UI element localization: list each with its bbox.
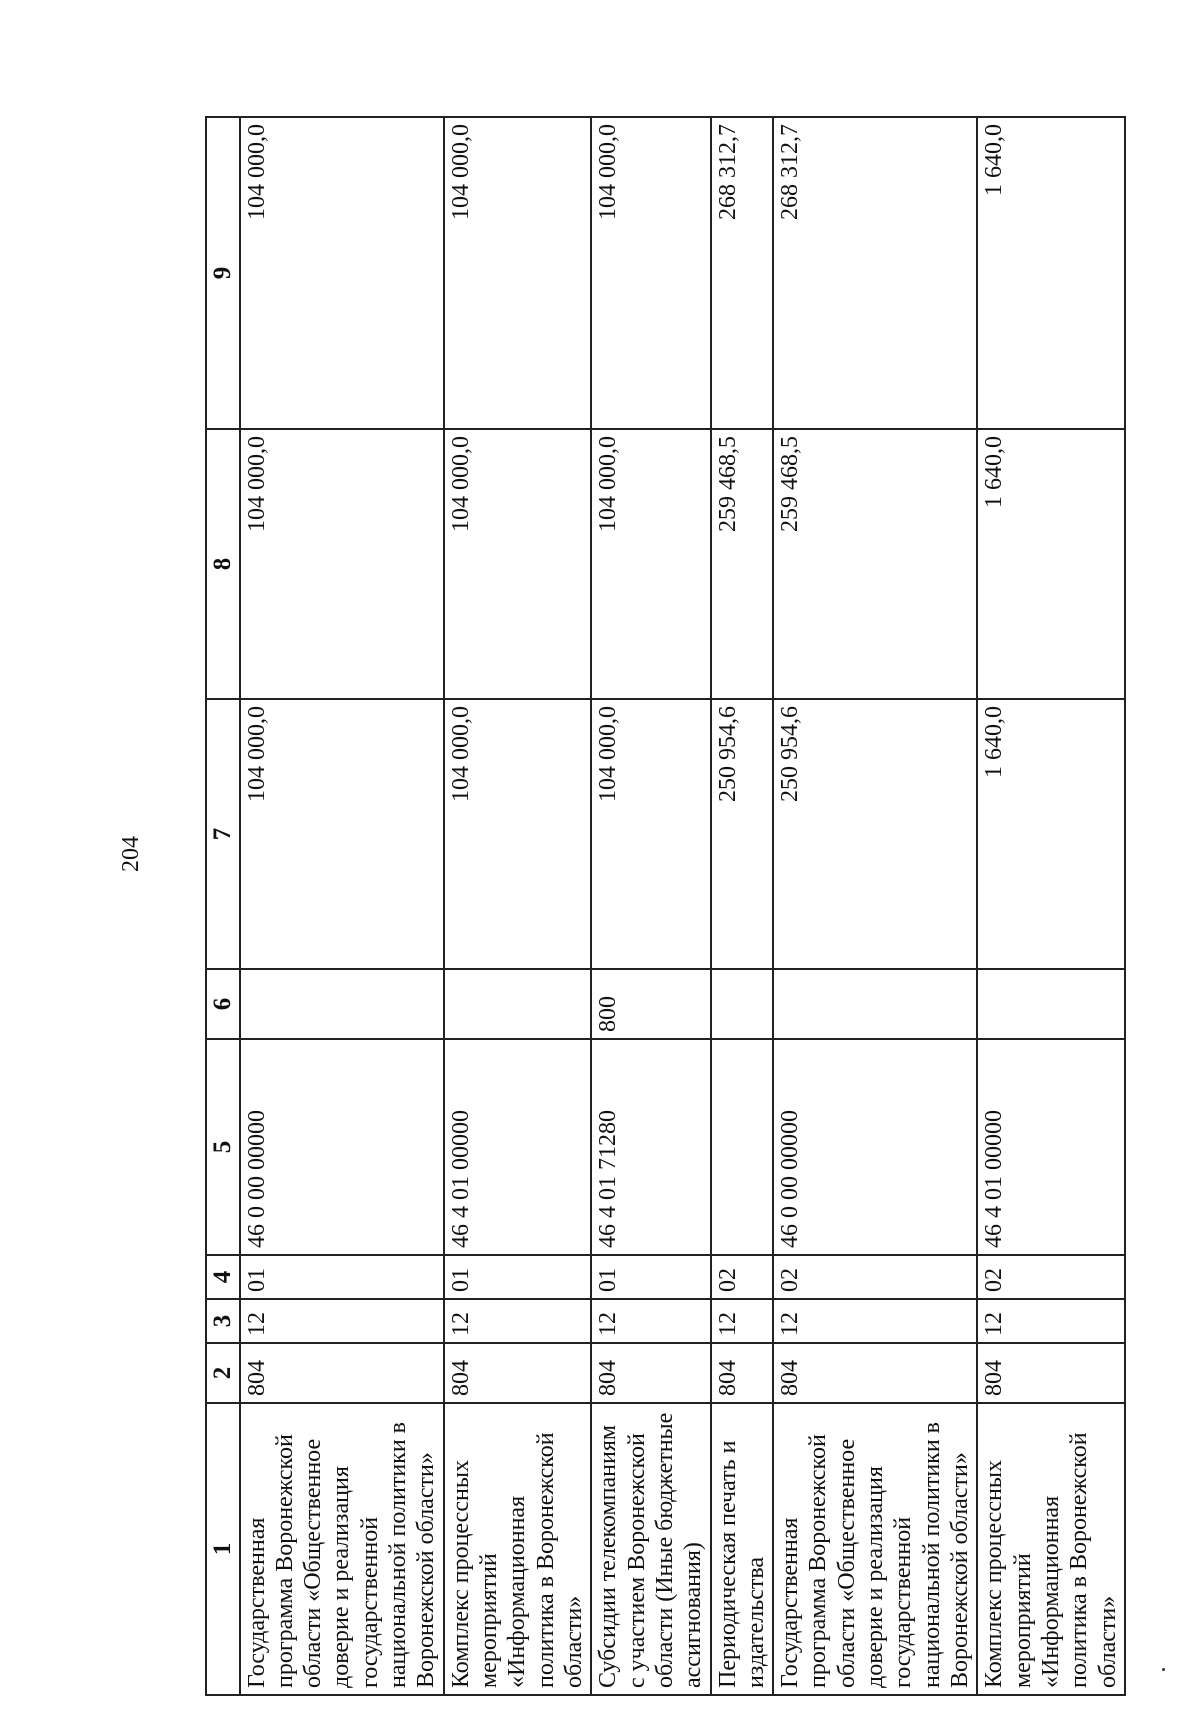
cell-admin-code: 804 <box>240 1343 444 1403</box>
cell-admin-code: 804 <box>591 1343 710 1403</box>
cell-amount-col7: 250 954,6 <box>711 699 774 969</box>
cell-section: 12 <box>977 1299 1125 1343</box>
cell-amount-col9: 104 000,0 <box>240 117 444 429</box>
cell-target-article: 46 4 01 00000 <box>444 1039 592 1255</box>
table-row <box>591 117 710 1695</box>
cell-expense-type <box>240 969 444 1039</box>
cell-amount-col7: 1 640,0 <box>977 699 1125 969</box>
row-name: Государственная программа Воронежской области «Общественное доверие и реализация государственной национальной политики в Воронежской области» <box>240 1403 444 1695</box>
header-col-9: 9 <box>206 117 240 429</box>
row-name: Государственная программа Воронежской области «Общественное доверие и реализация государственной национальной политики в Воронежской области» <box>773 1403 977 1695</box>
table-row <box>977 117 1125 1695</box>
cell-section: 12 <box>711 1299 774 1343</box>
cell-section: 12 <box>773 1299 977 1343</box>
cell-amount-col9: 268 312,7 <box>711 117 774 429</box>
cell-expense-type <box>977 969 1125 1039</box>
cell-amount-col8: 104 000,0 <box>591 429 710 699</box>
budget-table <box>205 116 1126 1696</box>
cell-subsection: 01 <box>444 1255 592 1299</box>
cell-expense-type: 800 <box>591 969 710 1039</box>
cell-target-article: 46 4 01 00000 <box>977 1039 1125 1255</box>
table-row <box>711 117 774 1695</box>
cell-amount-col8: 104 000,0 <box>444 429 592 699</box>
row-name: Периодическая печать и издательства <box>711 1403 774 1695</box>
cell-expense-type <box>444 969 592 1039</box>
header-col-1: 1 <box>206 1403 240 1695</box>
cell-amount-col7: 250 954,6 <box>773 699 977 969</box>
header-col-8: 8 <box>206 429 240 699</box>
cell-section: 12 <box>240 1299 444 1343</box>
cell-admin-code: 804 <box>711 1343 774 1403</box>
cell-amount-col7: 104 000,0 <box>240 699 444 969</box>
cell-expense-type <box>773 969 977 1039</box>
header-row <box>206 117 240 1695</box>
row-name: Субсидии телекомпаниям с участием Воронежской области (Иные бюджетные ассигнования) <box>591 1403 710 1695</box>
cell-amount-col8: 1 640,0 <box>977 429 1125 699</box>
cell-amount-col8: 259 468,5 <box>711 429 774 699</box>
header-col-7: 7 <box>206 699 240 969</box>
cell-subsection: 01 <box>240 1255 444 1299</box>
cell-amount-col8: 259 468,5 <box>773 429 977 699</box>
cell-admin-code: 804 <box>444 1343 592 1403</box>
cell-admin-code: 804 <box>977 1343 1125 1403</box>
row-name: Комплекс процессных мероприятий «Информационная политика в Воронежской области» <box>977 1403 1125 1695</box>
cell-amount-col9: 104 000,0 <box>444 117 592 429</box>
cell-target-article <box>711 1039 774 1255</box>
table-row <box>444 117 592 1695</box>
budget-table-container <box>205 118 1121 1696</box>
cell-amount-col9: 104 000,0 <box>591 117 710 429</box>
cell-amount-col7: 104 000,0 <box>591 699 710 969</box>
cell-admin-code: 804 <box>773 1343 977 1403</box>
cell-subsection: 02 <box>711 1255 774 1299</box>
cell-section: 12 <box>444 1299 592 1343</box>
cell-target-article: 46 4 01 71280 <box>591 1039 710 1255</box>
cell-target-article: 46 0 00 00000 <box>240 1039 444 1255</box>
cell-subsection: 01 <box>591 1255 710 1299</box>
header-col-6: 6 <box>206 969 240 1039</box>
cell-subsection: 02 <box>773 1255 977 1299</box>
table-row <box>240 117 444 1695</box>
cell-expense-type <box>711 969 774 1039</box>
cell-target-article: 46 0 00 00000 <box>773 1039 977 1255</box>
scan-speck <box>1162 1668 1165 1671</box>
cell-amount-col9: 268 312,7 <box>773 117 977 429</box>
page-number: 204 <box>118 836 144 872</box>
cell-amount-col8: 104 000,0 <box>240 429 444 699</box>
header-col-4: 4 <box>206 1255 240 1299</box>
cell-section: 12 <box>591 1299 710 1343</box>
table-row <box>773 117 977 1695</box>
header-col-2: 2 <box>206 1343 240 1403</box>
row-name: Комплекс процессных мероприятий «Информационная политика в Воронежской области» <box>444 1403 592 1695</box>
header-col-3: 3 <box>206 1299 240 1343</box>
cell-subsection: 02 <box>977 1255 1125 1299</box>
header-col-5: 5 <box>206 1039 240 1255</box>
cell-amount-col7: 104 000,0 <box>444 699 592 969</box>
cell-amount-col9: 1 640,0 <box>977 117 1125 429</box>
